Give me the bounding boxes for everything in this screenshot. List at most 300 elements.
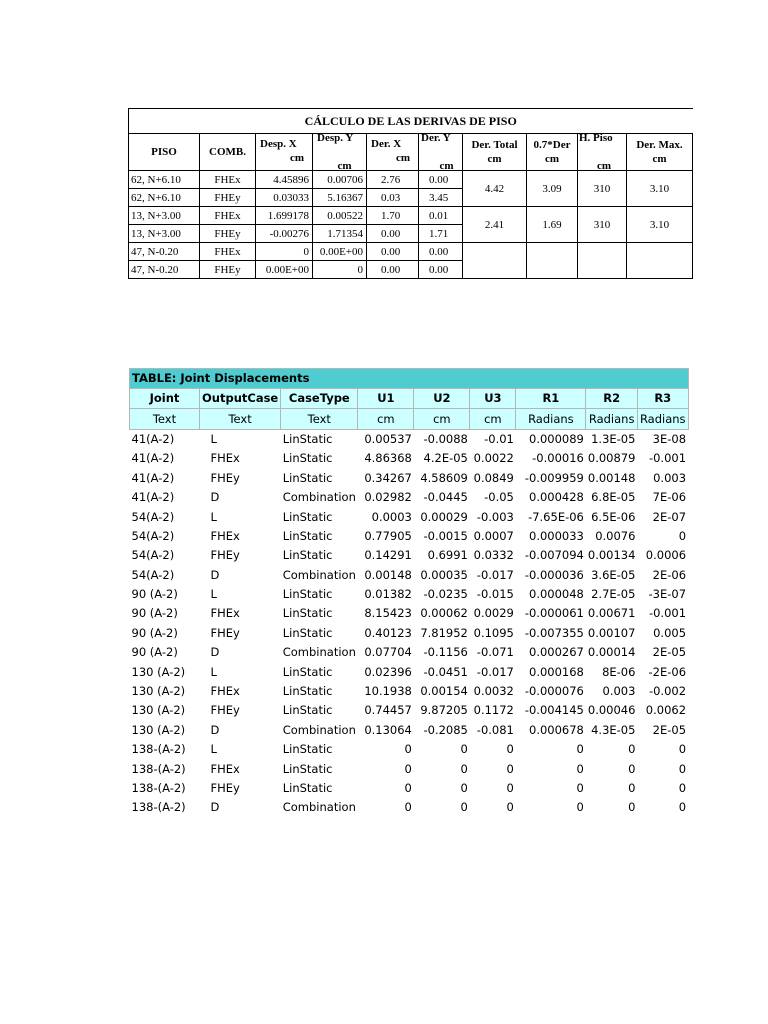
cell-joint: 90 (A-2) [131, 587, 178, 602]
cell-r1: 0.000089 [529, 431, 584, 446]
cell-r3: -3E-07 [648, 587, 687, 602]
cell-u3: -0.071 [476, 645, 514, 660]
unit-r2: Radians [586, 409, 638, 429]
cell-r3: 0 [678, 742, 687, 757]
header-07der-unit: cm [544, 153, 560, 165]
cell-desp-x: 4.45896 [256, 171, 313, 189]
cell-case-type: Combination [282, 645, 356, 660]
cell-r1: 0.000678 [529, 722, 584, 737]
cell-u3: -0.015 [476, 587, 514, 602]
joint-table-name: TABLE: Joint Displacements [130, 369, 689, 389]
cell-u2: 0.00154 [420, 684, 468, 699]
cell-u2: -0.0445 [423, 490, 468, 505]
cell-r2: 3.6E-05 [591, 567, 636, 582]
cell-joint: 54(A-2) [131, 548, 175, 563]
cell-der-x: 2.76 [367, 171, 419, 189]
cell-desp-y: 1.71354 [313, 225, 367, 243]
cell-r2: 0.0076 [595, 528, 636, 543]
cell-der-y: 0.00 [419, 243, 463, 261]
cell-desp-y: 0.00E+00 [313, 243, 367, 261]
cell-u3: 0.0022 [473, 451, 514, 466]
cell-joint: 54(A-2) [131, 567, 175, 582]
cell-der-y: 3.45 [419, 189, 463, 207]
unit-r3: Radians [637, 409, 688, 429]
cell-r2: 0.00046 [587, 703, 636, 718]
cell-r3: 0 [678, 781, 687, 795]
cell-joint: 90 (A-2) [131, 645, 178, 660]
table-row [130, 643, 689, 662]
cell-u2: -0.0235 [423, 587, 468, 602]
cell-r2: 8E-06 [602, 664, 636, 679]
header-comb: COMB. [200, 134, 256, 171]
cell-desp-x: 0.03033 [256, 189, 313, 207]
cell-r2: 0 [628, 742, 636, 757]
cell-case-type: LinStatic [282, 703, 333, 718]
header-desp-y-label: Desp. Y [317, 133, 354, 144]
cell-der-max [627, 243, 693, 279]
cell-joint: 130 (A-2) [131, 664, 186, 679]
cell-u1: 0.14291 [364, 548, 412, 563]
table-row [130, 721, 689, 740]
cell-der-total: 4.42 [463, 171, 527, 207]
cell-joint: 138-(A-2) [131, 800, 186, 815]
cell-joint: 138-(A-2) [131, 761, 186, 776]
cell-output-case: FHEx [210, 761, 240, 776]
cell-comb: FHEx [200, 243, 256, 261]
cell-u1: 0 [404, 781, 412, 795]
table-row [130, 624, 689, 643]
cell-joint: 138-(A-2) [131, 781, 186, 795]
header-desp-x [256, 134, 313, 171]
cell-der-total: 2.41 [463, 207, 527, 243]
cell-joint: 90 (A-2) [131, 606, 178, 621]
derivas-row [129, 243, 693, 261]
table-row [130, 682, 689, 701]
cell-u3: -0.01 [484, 431, 514, 446]
table-row [130, 798, 689, 817]
cell-der-y: 0.00 [419, 171, 463, 189]
cell-r1: -7.65E-06 [528, 509, 584, 524]
cell-r1: -0.000061 [524, 606, 584, 621]
cell-u2: 0.00029 [420, 509, 468, 524]
cell-r1: 0.000168 [529, 664, 584, 679]
cell-u3: 0.0032 [473, 684, 514, 699]
cell-u1: 0.77905 [364, 528, 412, 543]
cell-r3: 7E-06 [652, 490, 687, 505]
cell-der-x: 1.70 [367, 207, 419, 225]
cell-u2: 0 [460, 742, 468, 757]
cell-case-type: Combination [282, 490, 356, 505]
cell-case-type: LinStatic [282, 684, 333, 699]
cell-u1: 0.01382 [364, 587, 412, 602]
joint-table-header-row [130, 389, 689, 409]
cell-u3: 0 [506, 800, 514, 815]
cell-output-case: FHEy [210, 470, 240, 485]
cell-u3: 0.0029 [473, 606, 514, 621]
unit-output-case: Text [200, 409, 281, 429]
joint-displacements-table [129, 368, 689, 818]
cell-r2: 0 [628, 781, 636, 795]
cell-u1: 0.00148 [364, 567, 412, 582]
cell-r3: 0.003 [653, 470, 687, 485]
cell-r2: 6.5E-06 [591, 509, 636, 524]
cell-desp-y: 5.16367 [313, 189, 367, 207]
cell-r1: 0.000033 [529, 528, 584, 543]
cell-u2: -0.0088 [423, 431, 468, 446]
unit-u3: cm [470, 409, 516, 429]
header-piso: PISO [129, 134, 200, 171]
cell-u2: 0.00035 [420, 567, 468, 582]
cell-desp-y: 0.00706 [313, 171, 367, 189]
unit-u2: cm [414, 409, 470, 429]
cell-joint: 41(A-2) [131, 451, 175, 466]
cell-der-max: 3.10 [627, 171, 693, 207]
cell-case-type: LinStatic [282, 470, 333, 485]
header-u2: U2 [414, 389, 470, 409]
cell-u1: 0.13064 [364, 722, 412, 737]
cell-case-type: Combination [282, 800, 356, 815]
cell-r3: 3E-08 [652, 431, 687, 446]
cell-der-x: 0.00 [367, 225, 419, 243]
derivas-row [129, 171, 693, 189]
cell-r1: 0.000048 [529, 587, 584, 602]
cell-r3: -0.001 [648, 451, 687, 466]
header-desp-x-unit: cm [289, 152, 304, 164]
cell-der-x: 0.03 [367, 189, 419, 207]
cell-r3: 0 [678, 528, 687, 543]
table-row [130, 546, 689, 565]
cell-h-piso [578, 243, 627, 279]
cell-comb: FHEx [200, 171, 256, 189]
cell-desp-y: 0.00522 [313, 207, 367, 225]
cell-piso: 13, N+3.00 [129, 207, 200, 225]
cell-r3: -0.002 [648, 684, 687, 699]
cell-joint: 41(A-2) [131, 431, 175, 446]
cell-u1: 0.74457 [364, 703, 412, 718]
cell-piso: 13, N+3.00 [129, 225, 200, 243]
cell-piso: 47, N-0.20 [129, 243, 200, 261]
unit-case-type: Text [281, 409, 358, 429]
cell-r2: 0.00134 [587, 548, 636, 563]
cell-r3: 2E-07 [652, 509, 687, 524]
cell-output-case: FHEx [210, 684, 240, 699]
unit-r1: Radians [516, 409, 586, 429]
cell-r1: 0 [576, 800, 584, 815]
cell-r2: 0.00879 [587, 451, 636, 466]
cell-output-case: FHEx [210, 528, 240, 543]
cell-der-y: 0.00 [419, 261, 463, 279]
cell-u2: 0.6991 [427, 548, 468, 563]
cell-desp-y: 0 [313, 261, 367, 279]
cell-r3: -0.001 [648, 606, 687, 621]
cell-u2: 9.87205 [420, 703, 468, 718]
cell-u1: 0 [404, 800, 412, 815]
cell-output-case: FHEx [210, 451, 240, 466]
cell-joint: 54(A-2) [131, 509, 175, 524]
table-row [130, 488, 689, 507]
header-h-piso-unit: cm [596, 160, 612, 171]
cell-r3: 2E-06 [652, 567, 687, 582]
header-desp-x-label: Desp. X [260, 138, 297, 150]
cell-output-case: D [210, 722, 220, 737]
header-h-piso-label: H. Piso [579, 133, 613, 144]
cell-der-x: 0.00 [367, 261, 419, 279]
cell-u2: 7.81952 [420, 625, 468, 640]
cell-case-type: LinStatic [282, 742, 333, 757]
cell-r2: 0.00148 [587, 470, 636, 485]
cell-r2: 2.7E-05 [591, 587, 636, 602]
cell-u3: 0.0849 [473, 470, 514, 485]
cell-r1: -0.000076 [524, 684, 584, 699]
cell-piso: 62, N+6.10 [129, 189, 200, 207]
cell-u2: -0.0451 [423, 664, 468, 679]
cell-u1: 0 [404, 761, 412, 776]
cell-07der: 3.09 [527, 171, 578, 207]
header-joint: Joint [130, 389, 200, 409]
cell-der-y: 0.01 [419, 207, 463, 225]
cell-joint: 41(A-2) [131, 490, 175, 505]
cell-u1: 8.15423 [364, 606, 412, 621]
cell-output-case: L [210, 664, 217, 679]
cell-r1: 0 [576, 781, 584, 795]
cell-u1: 0.02982 [364, 490, 412, 505]
cell-output-case: L [210, 587, 217, 602]
cell-u3: 0 [506, 781, 514, 795]
cell-comb: FHEy [200, 189, 256, 207]
cell-joint: 138-(A-2) [131, 742, 186, 757]
cell-desp-x: 0 [256, 243, 313, 261]
cell-u3: -0.081 [476, 722, 514, 737]
derivas-table [128, 108, 693, 279]
cell-r3: 0 [678, 761, 687, 776]
table-row [130, 507, 689, 526]
cell-case-type: LinStatic [282, 431, 333, 446]
cell-u1: 4.86368 [364, 451, 412, 466]
header-der-max-unit: cm [652, 153, 667, 165]
header-der-total [463, 134, 527, 171]
header-07der-label: 0.7*Der [533, 139, 571, 151]
cell-u1: 10.1938 [364, 684, 412, 699]
cell-output-case: FHEy [210, 781, 240, 795]
cell-r2: 0.003 [602, 684, 636, 699]
joint-table-body [130, 429, 689, 817]
cell-r3: 0.0062 [645, 703, 687, 718]
cell-r1: -0.004145 [524, 703, 584, 718]
cell-r3: 2E-05 [652, 722, 687, 737]
unit-joint: Text [130, 409, 200, 429]
cell-r2: 4.3E-05 [591, 722, 636, 737]
header-desp-y-unit: cm [337, 160, 352, 171]
header-der-total-label: Der. Total [471, 139, 518, 151]
cell-r1: 0 [576, 742, 584, 757]
header-u1: U1 [358, 389, 414, 409]
header-der-x-unit: cm [395, 152, 410, 164]
cell-h-piso: 310 [578, 171, 627, 207]
cell-piso: 47, N-0.20 [129, 261, 200, 279]
table-row [130, 759, 689, 778]
cell-r2: 0.00671 [587, 606, 636, 621]
cell-joint: 130 (A-2) [131, 684, 186, 699]
cell-case-type: LinStatic [282, 587, 333, 602]
derivas-row [129, 207, 693, 225]
cell-u3: -0.003 [476, 509, 514, 524]
header-r3: R3 [637, 389, 688, 409]
cell-r2: 6.8E-05 [591, 490, 636, 505]
cell-case-type: Combination [282, 722, 356, 737]
cell-case-type: LinStatic [282, 509, 333, 524]
cell-case-type: LinStatic [282, 664, 333, 679]
cell-case-type: LinStatic [282, 548, 333, 563]
header-der-max [627, 134, 693, 171]
cell-u1: 0.0003 [371, 509, 412, 524]
table-row [130, 449, 689, 468]
cell-r2: 0 [628, 800, 636, 815]
table-row [130, 566, 689, 585]
cell-desp-x: -0.00276 [256, 225, 313, 243]
cell-r1: -0.009959 [524, 470, 584, 485]
derivas-title: CÁLCULO DE LAS DERIVAS DE PISO [129, 109, 693, 134]
header-u3: U3 [470, 389, 516, 409]
cell-case-type: LinStatic [282, 625, 333, 640]
unit-u1: cm [358, 409, 414, 429]
cell-r3: 0 [678, 800, 687, 815]
table-row [130, 527, 689, 546]
cell-u3: 0.0007 [473, 528, 514, 543]
cell-joint: 130 (A-2) [131, 703, 186, 718]
cell-u2: 0 [460, 761, 468, 776]
cell-h-piso: 310 [578, 207, 627, 243]
cell-output-case: D [210, 800, 220, 815]
cell-r1: -0.007355 [524, 625, 584, 640]
cell-u3: 0 [506, 742, 514, 757]
cell-r1: -0.00016 [532, 451, 584, 466]
cell-case-type: LinStatic [282, 606, 333, 621]
header-der-x-label: Der. X [371, 138, 402, 150]
cell-u3: -0.05 [484, 490, 514, 505]
header-07der [527, 134, 578, 171]
header-h-piso [578, 134, 627, 171]
cell-output-case: FHEy [210, 703, 240, 718]
cell-u3: 0.1095 [473, 625, 514, 640]
cell-comb: FHEy [200, 225, 256, 243]
cell-piso: 62, N+6.10 [129, 171, 200, 189]
cell-case-type: LinStatic [282, 761, 333, 776]
cell-u3: -0.017 [476, 567, 514, 582]
cell-u2: 4.58609 [420, 470, 468, 485]
table-row [130, 740, 689, 759]
cell-desp-x: 0.00E+00 [256, 261, 313, 279]
cell-joint: 54(A-2) [131, 528, 175, 543]
cell-u2: -0.2085 [423, 722, 468, 737]
cell-output-case: D [210, 490, 220, 505]
header-r1: R1 [516, 389, 586, 409]
table-row [130, 662, 689, 681]
cell-u1: 0.02396 [364, 664, 412, 679]
cell-output-case: L [210, 742, 217, 757]
cell-output-case: D [210, 567, 220, 582]
cell-r1: 0 [576, 761, 584, 776]
cell-r3: 0.0006 [645, 548, 687, 563]
cell-der-total [463, 243, 527, 279]
cell-r2: 0.00107 [587, 625, 636, 640]
cell-comb: FHEx [200, 207, 256, 225]
cell-07der [527, 243, 578, 279]
table-row [130, 604, 689, 623]
cell-r3: -2E-06 [648, 664, 687, 679]
cell-output-case: FHEy [210, 625, 240, 640]
cell-r2: 1.3E-05 [591, 431, 636, 446]
header-der-y-unit: cm [439, 160, 454, 171]
table-row [130, 429, 689, 449]
header-der-y [419, 134, 463, 171]
header-output-case: OutputCase [200, 389, 281, 409]
cell-case-type: LinStatic [282, 451, 333, 466]
table-row [130, 779, 689, 798]
cell-u1: 0.40123 [364, 625, 412, 640]
cell-case-type: LinStatic [282, 781, 333, 795]
cell-output-case: FHEx [210, 606, 240, 621]
table-row [130, 585, 689, 604]
cell-output-case: FHEy [210, 548, 240, 563]
cell-r3: 0.005 [653, 625, 687, 640]
cell-u2: 0.00062 [420, 606, 468, 621]
cell-r1: -0.007094 [524, 548, 584, 563]
cell-u2: 0 [460, 781, 468, 795]
cell-r1: 0.000428 [529, 490, 584, 505]
cell-u2: 0 [460, 800, 468, 815]
cell-u2: -0.0015 [423, 528, 468, 543]
cell-u1: 0.07704 [364, 645, 412, 660]
cell-u1: 0.00537 [364, 431, 412, 446]
cell-u3: 0 [506, 761, 514, 776]
cell-u1: 0.34267 [364, 470, 412, 485]
header-der-total-unit: cm [487, 153, 502, 165]
cell-case-type: Combination [282, 567, 356, 582]
cell-output-case: L [210, 509, 217, 524]
cell-u3: 0.1172 [473, 703, 514, 718]
cell-u2: 4.2E-05 [423, 451, 468, 466]
header-der-y-label: Der. Y [421, 133, 451, 144]
cell-u3: 0.0332 [473, 548, 514, 563]
cell-u2: -0.1156 [423, 645, 468, 660]
cell-output-case: D [210, 645, 220, 660]
header-case-type: CaseType [281, 389, 358, 409]
header-r2: R2 [586, 389, 638, 409]
cell-r3: 2E-05 [652, 645, 687, 660]
cell-u1: 0 [404, 742, 412, 757]
cell-output-case: L [210, 431, 217, 446]
cell-07der: 1.69 [527, 207, 578, 243]
cell-der-y: 1.71 [419, 225, 463, 243]
joint-table-units-row [130, 409, 689, 429]
header-der-max-label: Der. Max. [636, 139, 683, 151]
header-der-x [367, 134, 419, 171]
cell-der-max: 3.10 [627, 207, 693, 243]
cell-joint: 130 (A-2) [131, 722, 186, 737]
cell-joint: 90 (A-2) [131, 625, 178, 640]
table-row [130, 701, 689, 720]
header-desp-y [313, 134, 367, 171]
cell-u3: -0.017 [476, 664, 514, 679]
cell-r2: 0.00014 [587, 645, 636, 660]
cell-r2: 0 [628, 761, 636, 776]
cell-der-x: 0.00 [367, 243, 419, 261]
cell-r1: 0.000267 [529, 645, 584, 660]
table-row [130, 469, 689, 488]
cell-joint: 41(A-2) [131, 470, 175, 485]
cell-desp-x: 1.699178 [256, 207, 313, 225]
cell-r1: -0.000036 [524, 567, 584, 582]
